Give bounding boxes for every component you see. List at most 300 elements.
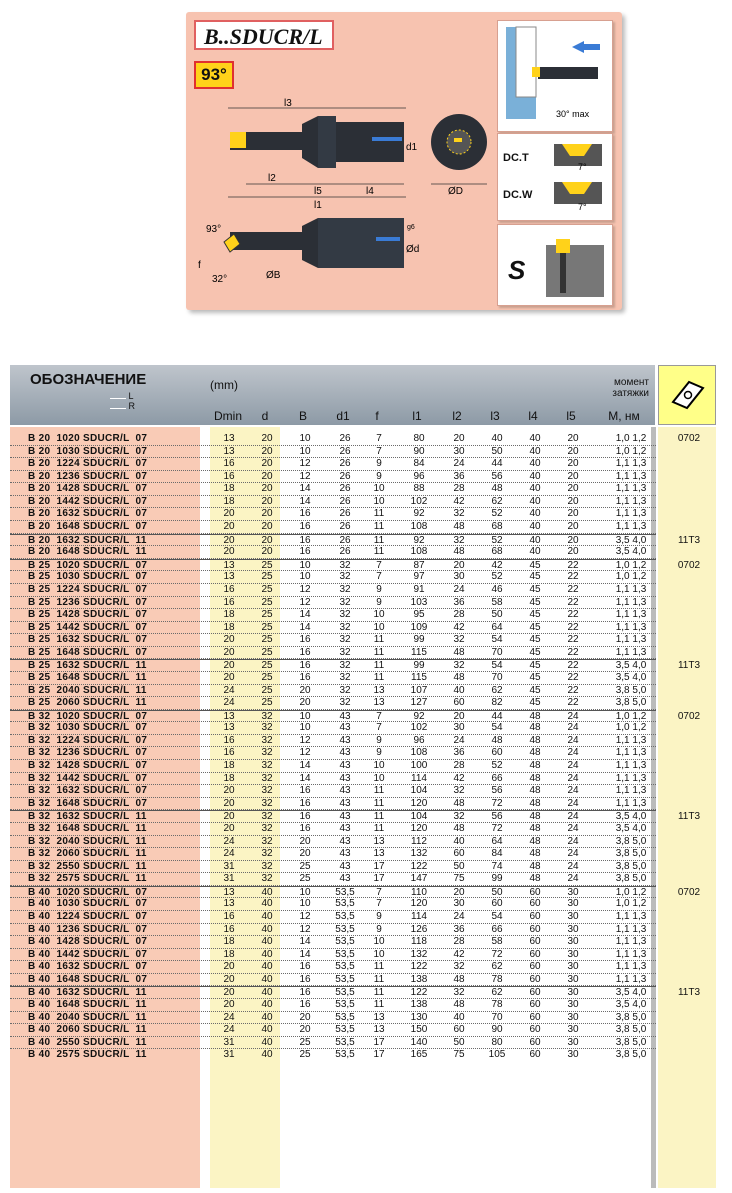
value-cell: 17 [373, 860, 385, 872]
value-cell: 18 [223, 621, 235, 633]
boring-direction-drawing [498, 21, 612, 131]
value-cell: 20 [261, 470, 273, 482]
value-cell: 30 [567, 961, 579, 973]
value-cell: 43 [339, 785, 351, 797]
value-cell: 14 [299, 948, 311, 960]
value-cell: 40 [261, 936, 273, 948]
value-cell: 11 [373, 546, 385, 558]
value-cell: 20 [223, 660, 235, 672]
value-cell: 104 [410, 811, 428, 823]
angle-7-dct: 7° [578, 162, 587, 172]
value-cell: 16 [299, 999, 311, 1011]
value-cell: 30 [567, 948, 579, 960]
value-cell: 24 [223, 684, 235, 696]
designation-cell: B 40 2575 SDUCR/L 11 [28, 1049, 147, 1061]
value-cell: 30 [567, 1036, 579, 1048]
value-cell: 31 [223, 873, 235, 885]
designation-cell: B 25 1632 SDUCR/L 11 [28, 660, 147, 672]
value-cell: 32 [261, 734, 273, 746]
value-cell: 122 [410, 860, 428, 872]
value-cell: 45 [529, 646, 541, 658]
value-cell: 16 [299, 534, 311, 546]
value-cell: 13 [373, 1024, 385, 1036]
value-cell: 24 [567, 734, 579, 746]
value-cell: 48 [491, 483, 503, 495]
table-row [10, 722, 656, 735]
value-cell: 60 [529, 1049, 541, 1061]
value-cell: 26 [339, 534, 351, 546]
value-cell: 43 [339, 873, 351, 885]
screw-clamp-drawing [498, 225, 612, 305]
value-cell: 40 [261, 973, 273, 985]
value-cell: 16 [223, 910, 235, 922]
value-cell: 92 [413, 534, 425, 546]
value-cell: 32 [261, 785, 273, 797]
value-cell: 40 [529, 433, 541, 444]
value-cell: 24 [223, 697, 235, 709]
torque-cell: 1,1 1,3 [615, 973, 647, 985]
designation-cell: B 40 2040 SDUCR/L 11 [28, 1011, 147, 1023]
value-cell: 13 [223, 571, 235, 583]
value-cell: 50 [491, 886, 503, 898]
designation-cell: B 32 1632 SDUCR/L 07 [28, 785, 148, 797]
value-cell: 12 [299, 470, 311, 482]
value-cell: 22 [567, 671, 579, 683]
value-cell: 114 [411, 910, 427, 922]
value-cell: 16 [299, 660, 311, 672]
designation-cell: B 20 1030 SDUCR/L 07 [28, 445, 148, 457]
table-row [10, 747, 656, 760]
value-cell: 20 [567, 508, 579, 520]
table-row [10, 446, 656, 459]
designation-cell: B 32 1442 SDUCR/L 07 [28, 772, 148, 784]
value-cell: 30 [453, 571, 465, 583]
torque-cell: 1,1 1,3 [615, 772, 647, 784]
value-cell: 28 [453, 483, 465, 495]
col-torque: M, нм [608, 409, 640, 423]
value-cell: 14 [299, 936, 311, 948]
value-cell: 10 [299, 433, 311, 444]
value-cell: 72 [491, 797, 503, 809]
designation-cell: B 20 1648 SDUCR/L 07 [28, 521, 148, 533]
torque-cell: 1,1 1,3 [615, 923, 647, 935]
torque-cell: 3,8 5,0 [615, 684, 647, 696]
value-cell: 14 [299, 495, 311, 507]
designation-cell: B 20 1224 SDUCR/L 07 [28, 458, 148, 470]
value-cell: 25 [261, 559, 273, 571]
value-cell: 32 [453, 961, 465, 973]
value-cell: 66 [491, 923, 503, 935]
value-cell: 20 [261, 445, 273, 457]
value-cell: 24 [567, 835, 579, 847]
dcw-label: DC.W [503, 189, 533, 201]
value-cell: 25 [299, 1049, 311, 1061]
col-l3: l3 [490, 409, 500, 423]
value-cell: 40 [529, 534, 541, 546]
value-cell: 20 [223, 534, 235, 546]
value-cell: 32 [261, 772, 273, 784]
torque-cell: 3,8 5,0 [615, 1036, 647, 1048]
value-cell: 60 [529, 936, 541, 948]
value-cell: 40 [529, 483, 541, 495]
value-cell: 107 [410, 684, 428, 696]
col-d1: d1 [336, 409, 350, 423]
value-cell: 40 [261, 961, 273, 973]
value-cell: 40 [261, 898, 273, 910]
value-cell: 96 [413, 470, 425, 482]
table-row [10, 1037, 656, 1050]
value-cell: 10 [373, 495, 385, 507]
value-cell: 9 [376, 734, 382, 746]
torque-cell: 1,1 1,3 [615, 621, 647, 633]
value-cell: 30 [567, 987, 579, 999]
value-cell: 32 [453, 660, 465, 672]
value-cell: 92 [413, 710, 425, 722]
table-row [10, 961, 656, 974]
insert-code-cell: 11T3 [677, 987, 701, 999]
value-cell: 42 [453, 772, 465, 784]
torque-cell: 1,0 1,2 [615, 898, 647, 910]
table-row [10, 999, 656, 1012]
value-cell: 13 [223, 445, 235, 457]
value-cell: 14 [299, 483, 311, 495]
value-cell: 28 [453, 936, 465, 948]
torque-cell: 1,1 1,3 [615, 734, 647, 746]
value-cell: 20 [223, 961, 235, 973]
value-cell: 32 [261, 873, 273, 885]
table-row [10, 584, 656, 597]
value-cell: 75 [453, 1049, 465, 1061]
value-cell: 20 [261, 433, 273, 444]
value-cell: 72 [491, 822, 503, 834]
value-cell: 32 [261, 760, 273, 772]
value-cell: 53,5 [335, 999, 355, 1011]
value-cell: 20 [453, 433, 465, 444]
value-cell: 17 [373, 873, 385, 885]
insert-code-cell: 0702 [677, 710, 701, 722]
value-cell: 32 [339, 583, 351, 595]
value-cell: 108 [410, 546, 428, 558]
table-header [10, 365, 655, 425]
value-cell: 110 [411, 886, 427, 898]
designation-cell: B 40 1632 SDUCR/L 11 [28, 987, 147, 999]
table-row [10, 458, 656, 471]
value-cell: 18 [223, 772, 235, 784]
value-cell: 43 [339, 835, 351, 847]
dim-angle-93: 93° [206, 224, 222, 235]
value-cell: 43 [339, 772, 351, 784]
value-cell: 50 [491, 609, 503, 621]
value-cell: 24 [567, 747, 579, 759]
value-cell: 13 [223, 559, 235, 571]
value-cell: 70 [491, 1011, 503, 1023]
value-cell: 25 [261, 571, 273, 583]
table-row [10, 810, 701, 823]
value-cell: 53,5 [335, 1024, 355, 1036]
table-row [10, 471, 656, 484]
value-cell: 32 [261, 722, 273, 734]
value-cell: 48 [453, 646, 465, 658]
value-cell: 122 [410, 987, 428, 999]
designation-cell: B 25 1428 SDUCR/L 07 [28, 609, 148, 621]
value-cell: 20 [299, 697, 311, 709]
value-cell: 40 [529, 508, 541, 520]
value-cell: 104 [410, 785, 428, 797]
designation-cell: B 32 1030 SDUCR/L 07 [28, 722, 148, 734]
value-cell: 53,5 [335, 1049, 355, 1061]
table-row [10, 508, 656, 521]
table-row [10, 571, 656, 584]
value-cell: 32 [261, 811, 273, 823]
value-cell: 11 [373, 961, 385, 973]
dim-D: ØD [448, 186, 463, 197]
value-cell: 18 [223, 760, 235, 772]
value-cell: 43 [339, 722, 351, 734]
table-row [10, 685, 656, 698]
value-cell: 11 [373, 973, 385, 985]
value-cell: 24 [567, 772, 579, 784]
value-cell: 32 [339, 660, 351, 672]
rhombic-insert-icon [658, 365, 716, 425]
table-row [10, 760, 656, 773]
value-cell: 17 [373, 1049, 385, 1061]
value-cell: 24 [567, 811, 579, 823]
value-cell: 48 [453, 521, 465, 533]
value-cell: 32 [261, 835, 273, 847]
value-cell: 24 [567, 860, 579, 872]
value-cell: 95 [413, 609, 425, 621]
value-cell: 44 [491, 458, 503, 470]
insert-code-cell: 11T3 [677, 660, 701, 672]
designation-cell: B 40 1030 SDUCR/L 07 [28, 898, 148, 910]
value-cell: 60 [529, 886, 541, 898]
value-cell: 20 [223, 797, 235, 809]
value-cell: 99 [413, 634, 425, 646]
value-cell: 12 [299, 596, 311, 608]
torque-cell: 3,8 5,0 [615, 873, 647, 885]
torque-cell: 1,1 1,3 [615, 961, 647, 973]
value-cell: 26 [339, 546, 351, 558]
max-angle-label: 30° max [556, 109, 590, 119]
torque-cell: 3,8 5,0 [615, 848, 647, 860]
insert-code-cell: 0702 [677, 433, 701, 444]
value-cell: 20 [261, 483, 273, 495]
value-cell: 26 [339, 433, 351, 444]
value-cell: 60 [529, 910, 541, 922]
torque-cell: 3,5 4,0 [615, 811, 647, 823]
value-cell: 70 [491, 646, 503, 658]
designation-cell: B 40 1224 SDUCR/L 07 [28, 910, 148, 922]
designation-cell: B 20 1442 SDUCR/L 07 [28, 495, 148, 507]
boring-direction-panel [497, 20, 613, 132]
designation-cell: B 25 1442 SDUCR/L 07 [28, 621, 148, 633]
value-cell: 78 [491, 999, 503, 1011]
value-cell: 9 [376, 596, 382, 608]
dim-d1: d1 [406, 142, 418, 153]
value-cell: 127 [410, 697, 428, 709]
designation-cell: B 40 1428 SDUCR/L 07 [28, 936, 148, 948]
table-row [10, 546, 656, 559]
value-cell: 18 [223, 483, 235, 495]
value-cell: 16 [299, 973, 311, 985]
value-cell: 40 [529, 458, 541, 470]
designation-cell: B 25 1632 SDUCR/L 07 [28, 634, 148, 646]
value-cell: 36 [453, 596, 465, 608]
value-cell: 56 [491, 785, 503, 797]
value-cell: 53,5 [335, 936, 355, 948]
insert-code-cell: 11T3 [677, 811, 701, 823]
value-cell: 45 [529, 684, 541, 696]
table-row [10, 861, 656, 874]
value-cell: 53,5 [335, 1011, 355, 1023]
torque-cell: 1,0 1,2 [615, 433, 647, 444]
value-cell: 40 [529, 470, 541, 482]
value-cell: 48 [529, 860, 541, 872]
torque-cell: 1,1 1,3 [615, 646, 647, 658]
value-cell: 52 [491, 571, 503, 583]
value-cell: 60 [529, 1011, 541, 1023]
torque-cell: 1,1 1,3 [615, 760, 647, 772]
dim-l3: l3 [284, 98, 292, 109]
value-cell: 48 [453, 999, 465, 1011]
value-cell: 7 [376, 898, 382, 910]
value-cell: 36 [453, 923, 465, 935]
torque-cell: 1,1 1,3 [615, 634, 647, 646]
value-cell: 99 [413, 660, 425, 672]
table-row [10, 735, 656, 748]
value-cell: 138 [410, 999, 428, 1011]
designation-cell: B 20 1020 SDUCR/L 07 [28, 433, 148, 444]
value-cell: 32 [453, 811, 465, 823]
torque-cell: 1,1 1,3 [615, 785, 647, 797]
table-row [10, 1049, 656, 1062]
designation-cell: B 40 2550 SDUCR/L 11 [28, 1036, 147, 1048]
value-cell: 20 [299, 835, 311, 847]
value-cell: 13 [373, 835, 385, 847]
designation-cell: B 32 1428 SDUCR/L 07 [28, 760, 148, 772]
value-cell: 7 [376, 445, 382, 457]
value-cell: 40 [453, 835, 465, 847]
value-cell: 20 [261, 534, 273, 546]
value-cell: 9 [376, 583, 382, 595]
table-row [10, 622, 656, 635]
value-cell: 43 [339, 734, 351, 746]
value-cell: 16 [223, 583, 235, 595]
value-cell: 32 [339, 571, 351, 583]
value-cell: 122 [410, 961, 428, 973]
designation-cell: B 25 1030 SDUCR/L 07 [28, 571, 148, 583]
torque-cell: 3,8 5,0 [615, 1011, 647, 1023]
value-cell: 22 [567, 621, 579, 633]
value-cell: 45 [529, 583, 541, 595]
designation-cell: B 25 2060 SDUCR/L 11 [28, 697, 147, 709]
value-cell: 20 [223, 785, 235, 797]
value-cell: 62 [491, 961, 503, 973]
value-cell: 11 [373, 646, 385, 658]
value-cell: 28 [453, 609, 465, 621]
value-cell: 74 [491, 860, 503, 872]
value-cell: 118 [411, 936, 427, 948]
value-cell: 40 [261, 886, 273, 898]
value-cell: 30 [453, 445, 465, 457]
value-cell: 10 [299, 886, 311, 898]
value-cell: 12 [299, 910, 311, 922]
torque-cell: 3,5 4,0 [615, 987, 647, 999]
value-cell: 53,5 [335, 910, 355, 922]
value-cell: 26 [339, 445, 351, 457]
value-cell: 53,5 [335, 898, 355, 910]
value-cell: 53,5 [335, 961, 355, 973]
table-body [10, 433, 701, 1062]
designation-cell: B 20 1648 SDUCR/L 11 [28, 546, 147, 558]
value-cell: 9 [376, 910, 382, 922]
value-cell: 30 [567, 1049, 579, 1061]
dim-angle-32: 32° [212, 274, 228, 285]
torque-cell: 3,8 5,0 [615, 1024, 647, 1036]
value-cell: 48 [529, 747, 541, 759]
table-row [10, 559, 701, 572]
value-cell: 12 [299, 747, 311, 759]
value-cell: 20 [223, 646, 235, 658]
designation-cell: B 32 2575 SDUCR/L 11 [28, 873, 147, 885]
value-cell: 42 [453, 495, 465, 507]
value-cell: 56 [491, 811, 503, 823]
designation-header: ОБОЗНАЧЕНИЕ [30, 371, 147, 388]
table-row [10, 609, 656, 622]
value-cell: 13 [373, 697, 385, 709]
value-cell: 11 [373, 822, 385, 834]
table-row [10, 496, 656, 509]
value-cell: 30 [567, 910, 579, 922]
torque-cell: 1,0 1,2 [615, 571, 647, 583]
table-row [10, 785, 656, 798]
designation-cell: B 40 1236 SDUCR/L 07 [28, 923, 148, 935]
value-cell: 18 [223, 609, 235, 621]
value-cell: 72 [491, 948, 503, 960]
value-cell: 11 [373, 797, 385, 809]
value-cell: 22 [567, 559, 579, 571]
value-cell: 40 [453, 684, 465, 696]
value-cell: 16 [299, 546, 311, 558]
value-cell: 43 [339, 747, 351, 759]
value-cell: 14 [299, 609, 311, 621]
value-cell: 80 [413, 433, 425, 444]
value-cell: 53,5 [335, 987, 355, 999]
value-cell: 7 [376, 571, 382, 583]
designation-cell: B 20 1632 SDUCR/L 11 [28, 534, 147, 546]
value-cell: 112 [411, 835, 427, 847]
value-cell: 108 [410, 521, 428, 533]
value-cell: 48 [529, 848, 541, 860]
value-cell: 11 [373, 660, 385, 672]
value-cell: 20 [261, 495, 273, 507]
value-cell: 28 [453, 760, 465, 772]
value-cell: 32 [453, 534, 465, 546]
dim-l1: l1 [314, 200, 322, 211]
value-cell: 60 [529, 1024, 541, 1036]
value-cell: 22 [567, 684, 579, 696]
value-cell: 165 [410, 1049, 428, 1061]
value-cell: 52 [491, 534, 503, 546]
front-view-drawing [431, 114, 487, 197]
designation-cell: B 40 1648 SDUCR/L 11 [28, 999, 147, 1011]
col-f: f [375, 409, 379, 423]
value-cell: 36 [453, 747, 465, 759]
designation-cell: B 25 1236 SDUCR/L 07 [28, 596, 148, 608]
value-cell: 12 [299, 734, 311, 746]
value-cell: 32 [261, 747, 273, 759]
table-row [10, 659, 701, 672]
